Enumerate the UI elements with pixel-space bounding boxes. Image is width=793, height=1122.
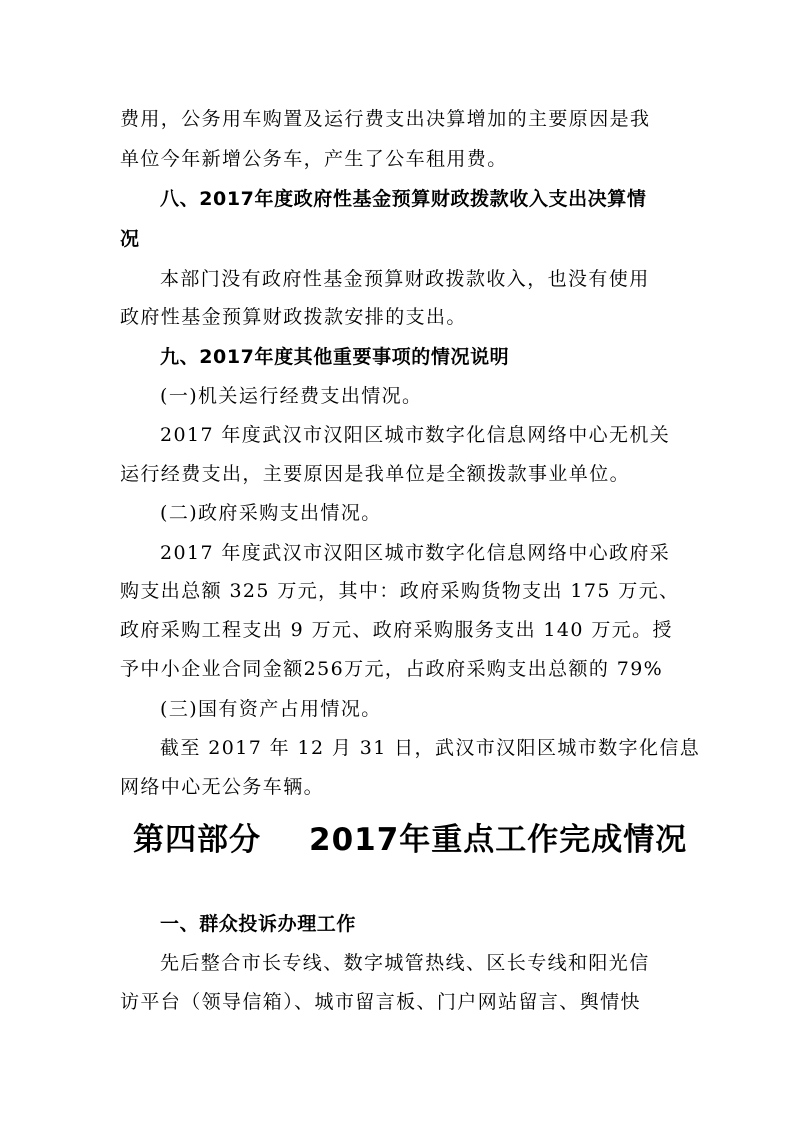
paragraph-line: 2017 年度武汉市汉阳区城市数字化信息网络中心政府采 [160,542,671,564]
section-heading-nine: 九、2017年度其他重要事项的情况说明 [160,346,510,368]
paragraph-line: 访平台（领导信箱）、城市留言板、门户网站留言、舆情快 [120,991,641,1013]
section-heading-complaints: 一、群众投诉办理工作 [160,913,357,935]
paragraph-line: 单位今年新增公务车，产生了公车租用费。 [120,148,508,170]
paragraph-line: 先后整合市长专线、数字城管热线、区长专线和阳光信 [160,952,650,974]
paragraph-line: 政府采购工程支出 9 万元、政府采购服务支出 140 万元。授 [120,619,673,641]
paragraph-line: 截至 2017 年 12 月 31 日，武汉市汉阳区城市数字化信息 [160,737,701,759]
paragraph-line: 政府性基金预算财政拨款安排的支出。 [120,306,467,328]
paragraph-line: 2017 年度武汉市汉阳区城市数字化信息网络中心无机关 [160,424,671,446]
paragraph-line: 购支出总额 325 万元，其中：政府采购货物支出 175 万元、 [120,580,680,602]
section-heading-eight: 八、2017年度政府性基金预算财政拨款收入支出决算情 [160,188,647,210]
paragraph-line: 本部门没有政府性基金预算财政拨款收入，也没有使用 [160,268,650,290]
part-title-number: 第四部分 [133,822,261,858]
part-title [133,820,687,860]
part-title-text: 2017年重点工作完成情况 [309,822,688,858]
paragraph-line: 网络中心无公务车辆。 [120,776,325,798]
paragraph-line: 予中小企业合同金额256万元，占政府采购支出总额的 79% [120,658,664,680]
section-heading-eight-cont: 况 [120,228,140,250]
paragraph-line: 费用，公务用车购置及运行费支出决算增加的主要原因是我 [120,108,651,130]
subsection-heading: (三)国有资产占用情况。 [160,698,382,720]
subsection-heading: (二)政府采购支出情况。 [160,502,382,524]
subsection-heading: (一)机关运行经费支出情况。 [160,385,423,407]
paragraph-line: 运行经费支出，主要原因是我单位是全额拨款事业单位。 [120,463,631,485]
